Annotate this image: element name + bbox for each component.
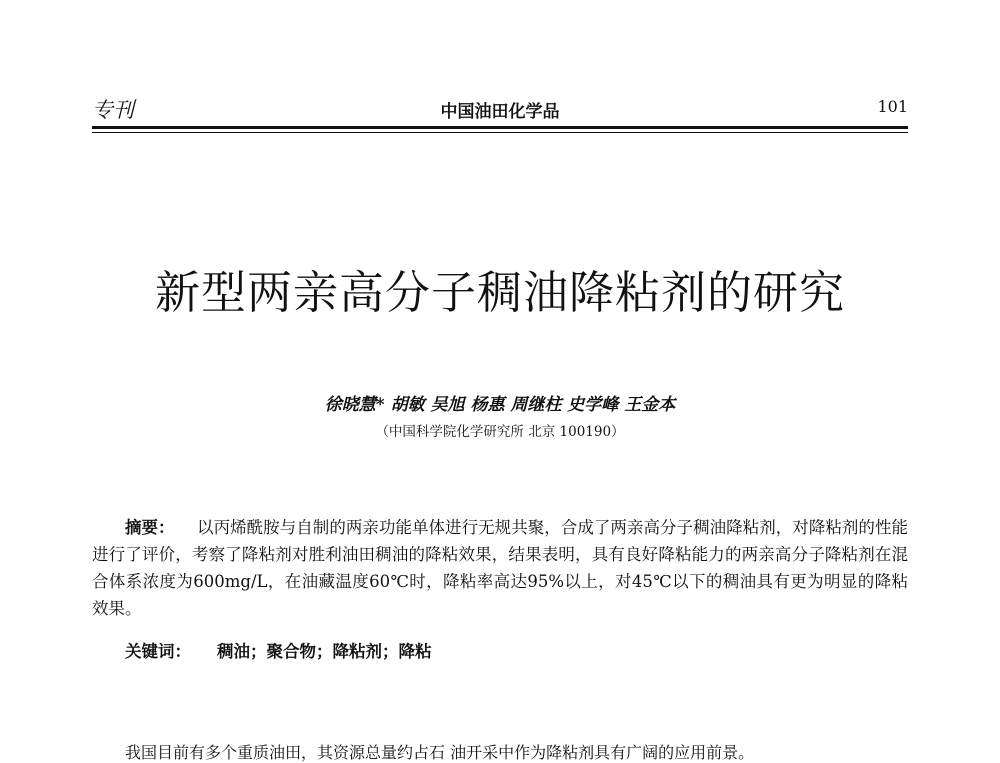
page-number: 101 <box>877 97 908 116</box>
keywords-text: 稠油；聚合物；降粘剂；降粘 <box>217 642 432 661</box>
header-rule-thin <box>92 132 908 133</box>
keywords <box>125 638 432 662</box>
header-rule-thick <box>92 126 908 129</box>
paper-title: 新型两亲高分子稠油降粘剂的研究 <box>154 266 845 319</box>
abstract <box>92 514 908 622</box>
keywords-label: 关键词： <box>125 642 191 661</box>
section-label: 专刊 <box>92 98 134 122</box>
affiliation: （中国科学院化学研究所 北京 100190） <box>375 424 625 440</box>
author-list: 徐晓慧* 胡敏 吴旭 杨惠 周继柱 史学峰 王金本 <box>324 395 676 415</box>
abstract-label: 摘要： <box>125 518 175 537</box>
abstract-text: 以丙烯酰胺与自制的两亲功能单体进行无规共聚，合成了两亲高分子稠油降粘剂，对降粘剂的性能进行了评价，考察了降粘剂对胜利油田稠油的降粘效果，结果表明，具有良好降粘能力的两亲高分子降粘剂在混合体系浓度为600mg/L，在油藏温度60℃时，降粘率高达95%以上，对45℃以下的稠油具有更为明显的降粘效果。 <box>92 518 908 618</box>
body-text-first-line: 我国目前有多个重质油田，其资源总量约占石 油开采中作为降粘剂具有广阔的应用前景。 <box>125 743 755 762</box>
journal-name: 中国油田化学品 <box>440 102 560 122</box>
running-header <box>92 94 908 124</box>
